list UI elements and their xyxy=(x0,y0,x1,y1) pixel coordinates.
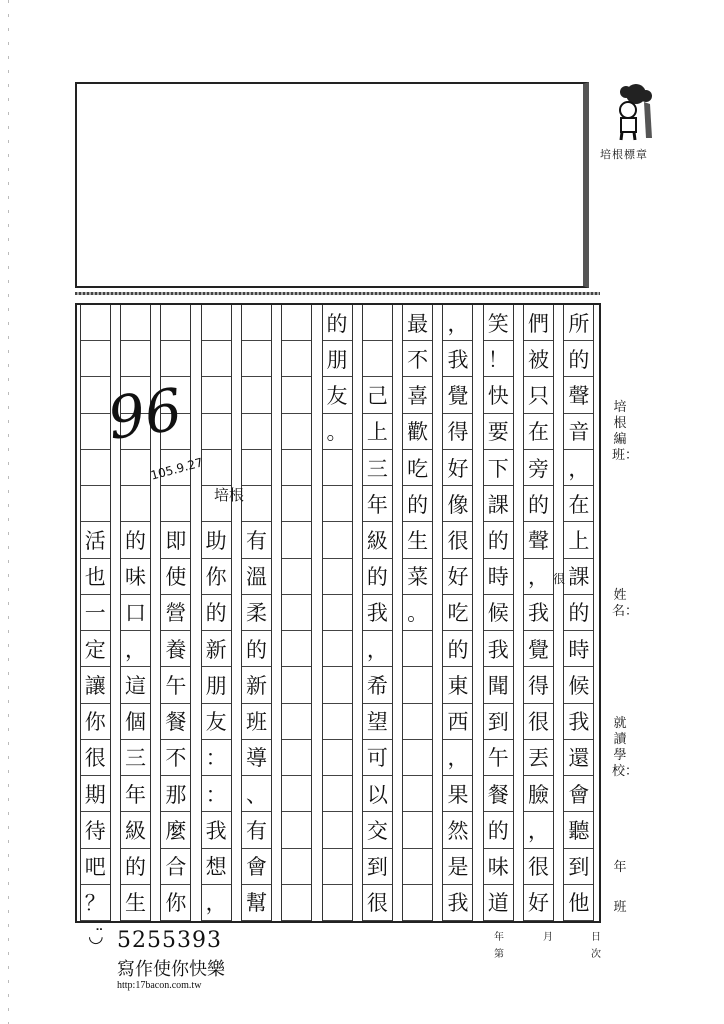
grid-column xyxy=(402,305,433,921)
grid-cell: 的 xyxy=(443,631,472,667)
grid-cell: 吧 xyxy=(81,849,110,885)
footer-day: 日 xyxy=(591,932,601,943)
grid-cell: 讓 xyxy=(81,667,110,703)
grid-cell: 的 xyxy=(242,631,271,667)
grid-cell: 要 xyxy=(484,414,513,450)
grid-cell xyxy=(403,667,432,703)
grid-cell: 期 xyxy=(81,776,110,812)
grid-cell: 幫 xyxy=(242,885,271,921)
grid-cell: 很 xyxy=(81,740,110,776)
grid-column xyxy=(201,305,232,921)
grid-cell: ， xyxy=(443,305,472,341)
grid-cell: 不 xyxy=(161,740,190,776)
grid-cell xyxy=(282,740,311,776)
smile-icon: ◡̈ xyxy=(88,926,104,947)
grid-cell xyxy=(161,486,190,522)
grid-cell: 養 xyxy=(161,631,190,667)
grid-cell xyxy=(81,450,110,486)
grid-cell: 喜 xyxy=(403,377,432,413)
grid-cell: 定 xyxy=(81,631,110,667)
grid-cell xyxy=(282,595,311,631)
grid-cell: 你 xyxy=(161,885,190,921)
grid-cell: 在 xyxy=(524,414,553,450)
grid-cell: 麼 xyxy=(161,812,190,848)
grid-cell: 生 xyxy=(121,885,150,921)
grid-cell: 課 xyxy=(564,559,593,595)
grid-cell: 有 xyxy=(242,812,271,848)
grid-cell: 新 xyxy=(242,667,271,703)
grid-cell: 我 xyxy=(484,631,513,667)
grid-cell: 旁 xyxy=(524,450,553,486)
grid-cell: 級 xyxy=(363,522,392,558)
grid-cell xyxy=(363,305,392,341)
grid-cell: 他 xyxy=(564,885,593,921)
grid-cell xyxy=(282,812,311,848)
grid-cell: 到 xyxy=(564,849,593,885)
brand-number: 5255393 xyxy=(117,928,222,953)
grid-column xyxy=(442,305,473,921)
grid-cell: 的 xyxy=(484,522,513,558)
grid-cell: 到 xyxy=(363,849,392,885)
grid-cell xyxy=(282,414,311,450)
grid-cell: 級 xyxy=(121,812,150,848)
grid-cell: 好 xyxy=(443,559,472,595)
grid-cell: 覺 xyxy=(443,377,472,413)
grid-cell: 希 xyxy=(363,667,392,703)
grid-cell xyxy=(282,486,311,522)
grid-cell: 也 xyxy=(81,559,110,595)
grid-cell: ， xyxy=(363,631,392,667)
grid-cell xyxy=(403,885,432,921)
grid-cell: 午 xyxy=(484,740,513,776)
grid-cell: 的 xyxy=(363,559,392,595)
grid-cell: 時 xyxy=(484,559,513,595)
grid-cell: 很 xyxy=(363,885,392,921)
grid-cell xyxy=(282,667,311,703)
teacher-comment-box xyxy=(75,82,589,288)
grid-cell: 想 xyxy=(202,849,231,885)
grid-cell xyxy=(282,305,311,341)
grid-cell xyxy=(202,414,231,450)
grid-column xyxy=(483,305,514,921)
grid-cell: ， xyxy=(443,740,472,776)
grid-cell xyxy=(323,885,352,921)
grid-cell: 西 xyxy=(443,704,472,740)
grid-cell: 的 xyxy=(121,522,150,558)
grid-cell: 合 xyxy=(161,849,190,885)
grid-cell: 的 xyxy=(202,595,231,631)
grid-cell: 班 xyxy=(242,704,271,740)
grid-cell: 你 xyxy=(81,704,110,740)
grid-cell: 然 xyxy=(443,812,472,848)
grid-cell: 的 xyxy=(564,341,593,377)
grid-column xyxy=(322,305,353,921)
grid-cell: 的 xyxy=(524,486,553,522)
grid-cell: 我 xyxy=(363,595,392,631)
grid-cell xyxy=(323,667,352,703)
grid-cell xyxy=(242,450,271,486)
grid-cell: 吃 xyxy=(403,450,432,486)
grid-cell: 吃 xyxy=(443,595,472,631)
brand-url: http:17bacon.com.tw xyxy=(117,980,202,991)
grid-cell: 個 xyxy=(121,704,150,740)
grid-cell: 覺 xyxy=(524,631,553,667)
grid-cell: 我 xyxy=(202,812,231,848)
teacher-annotation: 培根 xyxy=(214,486,245,504)
year-label: 年 xyxy=(613,860,627,875)
grid-cell: 們 xyxy=(524,305,553,341)
grid-column xyxy=(563,305,594,921)
grid-cell xyxy=(403,704,432,740)
grid-cell xyxy=(282,776,311,812)
grid-cell xyxy=(323,595,352,631)
grid-cell: 生 xyxy=(403,522,432,558)
grid-cell xyxy=(282,559,311,595)
grid-cell: 有 xyxy=(242,522,271,558)
grid-cell xyxy=(323,704,352,740)
scan-edge-dots xyxy=(8,0,9,1024)
grid-cell xyxy=(81,305,110,341)
grid-cell: 溫 xyxy=(242,559,271,595)
grid-cell xyxy=(282,522,311,558)
grid-cell xyxy=(363,341,392,377)
grid-cell: 年 xyxy=(121,776,150,812)
grid-cell: 的 xyxy=(323,305,352,341)
grid-cell xyxy=(81,486,110,522)
grid-cell: 活 xyxy=(81,522,110,558)
grid-cell xyxy=(323,631,352,667)
grid-cell: 的 xyxy=(403,486,432,522)
grid-cell: 臉 xyxy=(524,776,553,812)
grid-cell: 還 xyxy=(564,740,593,776)
grid-cell: 菜 xyxy=(403,559,432,595)
grid-cell: 我 xyxy=(443,341,472,377)
grid-cell: 會 xyxy=(564,776,593,812)
grid-cell: 交 xyxy=(363,812,392,848)
grid-cell xyxy=(242,341,271,377)
grid-cell xyxy=(323,450,352,486)
grid-cell: 下 xyxy=(484,450,513,486)
grid-cell: 被 xyxy=(524,341,553,377)
grid-cell xyxy=(242,377,271,413)
grid-cell: 會 xyxy=(242,849,271,885)
grid-cell: 候 xyxy=(564,667,593,703)
grid-column xyxy=(281,305,312,921)
grid-cell: 營 xyxy=(161,595,190,631)
grid-cell: ， xyxy=(121,631,150,667)
grid-cell: 的 xyxy=(564,595,593,631)
grid-column xyxy=(241,305,272,921)
grid-cell xyxy=(282,450,311,486)
grid-cell xyxy=(161,305,190,341)
grid-cell xyxy=(282,631,311,667)
grid-cell xyxy=(282,377,311,413)
brand-slogan: 寫作使你快樂 xyxy=(117,959,225,980)
grid-cell: 三 xyxy=(363,450,392,486)
footer-month: 月 xyxy=(543,932,553,943)
grid-cell xyxy=(323,812,352,848)
grid-cell: 那 xyxy=(161,776,190,812)
grid-cell: 三 xyxy=(121,740,150,776)
grid-cell: 到 xyxy=(484,704,513,740)
grid-cell: 聞 xyxy=(484,667,513,703)
grid-cell xyxy=(323,486,352,522)
grid-cell: 餐 xyxy=(484,776,513,812)
grid-cell xyxy=(403,812,432,848)
grid-cell: 得 xyxy=(524,667,553,703)
grid-cell: 口 xyxy=(121,595,150,631)
teacher-correction: 很 xyxy=(553,572,566,586)
grid-cell xyxy=(282,849,311,885)
grid-cell: 餐 xyxy=(161,704,190,740)
grid-cell: 得 xyxy=(443,414,472,450)
grid-cell: ？ xyxy=(81,885,110,921)
grid-cell xyxy=(81,414,110,450)
grid-cell: 導 xyxy=(242,740,271,776)
grid-cell: ， xyxy=(524,559,553,595)
grid-cell: 這 xyxy=(121,667,150,703)
grid-cell xyxy=(403,740,432,776)
grid-cell: ， xyxy=(564,450,593,486)
grid-cell: 很 xyxy=(443,522,472,558)
grid-cell: 音 xyxy=(564,414,593,450)
grid-cell: 歡 xyxy=(403,414,432,450)
grid-cell: 味 xyxy=(484,849,513,885)
grid-cell xyxy=(81,341,110,377)
grid-cell xyxy=(121,486,150,522)
stamp-label: 培根標章 xyxy=(600,148,648,161)
grid-column xyxy=(523,305,554,921)
grid-cell xyxy=(202,341,231,377)
grid-cell: 我 xyxy=(443,885,472,921)
grid-cell xyxy=(161,341,190,377)
grid-cell: 柔 xyxy=(242,595,271,631)
grid-cell: 上 xyxy=(564,522,593,558)
grid-cell: 朋 xyxy=(323,341,352,377)
grid-cell: 好 xyxy=(524,885,553,921)
grid-cell: ： xyxy=(202,740,231,776)
grid-cell xyxy=(282,341,311,377)
grid-cell xyxy=(282,704,311,740)
grid-cell xyxy=(121,305,150,341)
grid-cell: 朋 xyxy=(202,667,231,703)
grid-cell: 己 xyxy=(363,377,392,413)
grid-cell xyxy=(242,305,271,341)
grid-cell: 友 xyxy=(323,377,352,413)
grid-cell xyxy=(323,776,352,812)
grid-cell: 、 xyxy=(242,776,271,812)
grid-cell: 像 xyxy=(443,486,472,522)
grid-cell xyxy=(323,740,352,776)
grid-cell: ， xyxy=(524,812,553,848)
grid-cell: 友 xyxy=(202,704,231,740)
footer-order-suffix: 次 xyxy=(591,949,601,960)
grid-cell xyxy=(403,776,432,812)
grid-cell: 年 xyxy=(363,486,392,522)
grid-cell xyxy=(242,414,271,450)
grid-cell: 候 xyxy=(484,595,513,631)
grid-cell: 的 xyxy=(121,849,150,885)
grid-cell xyxy=(323,849,352,885)
grid-cell: 不 xyxy=(403,341,432,377)
grid-cell xyxy=(202,305,231,341)
grid-cell: 上 xyxy=(363,414,392,450)
grid-cell: 在 xyxy=(564,486,593,522)
grid-cell: 助 xyxy=(202,522,231,558)
name-label: 姓名： xyxy=(612,588,639,619)
grid-cell: 東 xyxy=(443,667,472,703)
grid-cell: 你 xyxy=(202,559,231,595)
grid-cell xyxy=(323,559,352,595)
grid-cell: 可 xyxy=(363,740,392,776)
school-label: 就讀學校： xyxy=(612,716,639,779)
grid-cell xyxy=(202,377,231,413)
grid-cell: 的 xyxy=(484,812,513,848)
grading-date: 105.9.27 xyxy=(149,455,205,483)
grid-cell: 。 xyxy=(323,414,352,450)
grid-cell xyxy=(403,849,432,885)
grid-cell: 我 xyxy=(564,704,593,740)
grid-cell xyxy=(282,885,311,921)
grid-cell: 以 xyxy=(363,776,392,812)
grid-cell xyxy=(242,486,271,522)
grid-cell: 午 xyxy=(161,667,190,703)
grid-cell xyxy=(202,450,231,486)
grid-cell: 最 xyxy=(403,305,432,341)
grid-cell: ： xyxy=(202,776,231,812)
grid-cell: 道 xyxy=(484,885,513,921)
grid-cell xyxy=(121,450,150,486)
grid-cell xyxy=(323,522,352,558)
boy-with-tree-stamp-icon xyxy=(608,82,658,142)
class-suffix-label: 班 xyxy=(613,900,627,915)
grid-cell: ， xyxy=(202,885,231,921)
grid-cell: 聲 xyxy=(524,522,553,558)
grid-cell: 笑 xyxy=(484,305,513,341)
grid-cell: 只 xyxy=(524,377,553,413)
grid-column xyxy=(362,305,393,921)
divider xyxy=(75,292,600,295)
grid-cell: 味 xyxy=(121,559,150,595)
grid-cell: 是 xyxy=(443,849,472,885)
grid-cell: 待 xyxy=(81,812,110,848)
score-mark: 96 xyxy=(103,375,187,453)
grid-cell: 很 xyxy=(524,704,553,740)
grid-cell: 望 xyxy=(363,704,392,740)
footer-year: 年 xyxy=(494,932,504,943)
grid-cell: 使 xyxy=(161,559,190,595)
class-label: 培根編班： xyxy=(612,400,639,463)
grid-cell: 即 xyxy=(161,522,190,558)
grid-cell: 。 xyxy=(403,595,432,631)
grid-cell: 新 xyxy=(202,631,231,667)
grid-cell: ！ xyxy=(484,341,513,377)
grid-cell: 聽 xyxy=(564,812,593,848)
footer-order-prefix: 第 xyxy=(494,949,504,960)
grid-cell xyxy=(403,631,432,667)
grid-cell: 很 xyxy=(524,849,553,885)
grid-cell: 果 xyxy=(443,776,472,812)
grid-cell: 聲 xyxy=(564,377,593,413)
grid-cell: 我 xyxy=(524,595,553,631)
grid-cell: 時 xyxy=(564,631,593,667)
grid-cell: 一 xyxy=(81,595,110,631)
grid-cell: 快 xyxy=(484,377,513,413)
grid-cell: 課 xyxy=(484,486,513,522)
grid-cell: 丟 xyxy=(524,740,553,776)
grid-cell: 好 xyxy=(443,450,472,486)
grid-cell: 所 xyxy=(564,305,593,341)
grid-cell xyxy=(121,341,150,377)
